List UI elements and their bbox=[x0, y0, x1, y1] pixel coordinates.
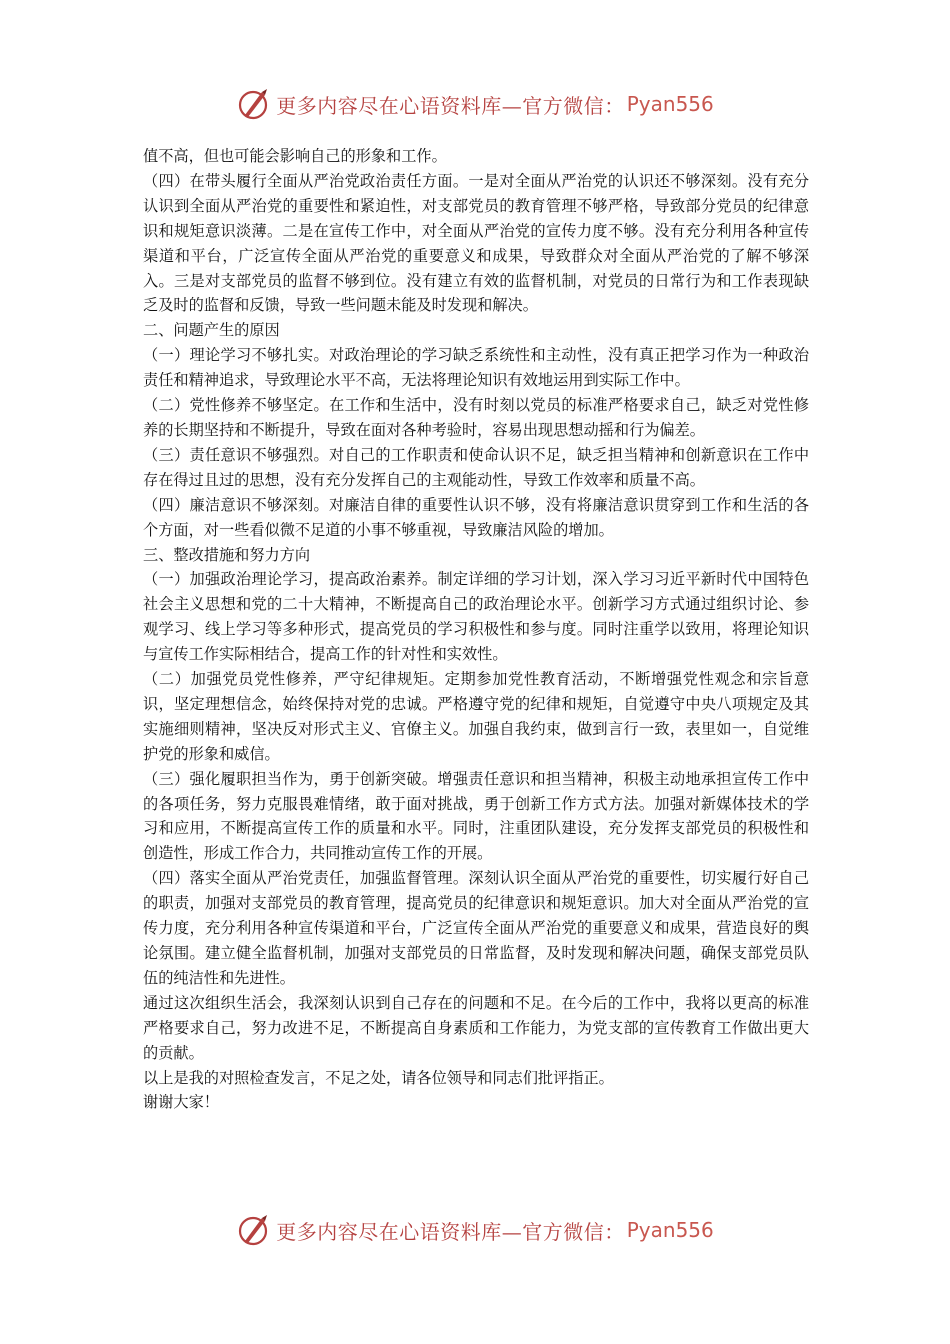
paragraph: （二）加强党员党性修养，严守纪律规矩。定期参加党性教育活动，不断增强党性观念和宗旨意识，坚定理想信念，始终保持对党的忠诚。严格遵守党的纪律和规矩，自觉遵守中央八项规定及其实施细则精神，坚决反对形式主义、官僚主义。加强自我约束，做到言行一致，表里如一，自觉维护党的形象和威信。 bbox=[143, 670, 809, 763]
paragraph: 值不高，但也可能会影响自己的形象和工作。 bbox=[143, 147, 447, 165]
paragraph: （四）在带头履行全面从严治党政治责任方面。一是对全面从严治党的认识还不够深刻。没有充分认识到全面从严治党的重要性和紧迫性，对支部党员的教育管理不够严格，导致部分党员的纪律意识和规矩意识淡薄。二是在宣传工作中，对全面从严治党的宣传力度不够。没有充分利用各种宣传渠道和平台，广泛宣传全面从严治党的重要意义和成果，导致群众对全面从严治党的了解不够深入。三是对支部党员的监督不够到位。没有建立有效的监督机制，对党员的日常行为和工作表现缺乏及时的监督和反馈，导致一些问题未能及时发现和解决。 bbox=[143, 171, 809, 315]
paragraph: （四）落实全面从严治党责任，加强监督管理。深刻认识全面从严治党的重要性，切实履行好自己的职责，加强对支部党员的教育管理，提高党员的纪律意识和规矩意识。加大对全面从严治党的宣传力度，充分利用各种宣传渠道和平台，广泛宣传全面从严治党的重要意义和成果，营造良好的舆论氛围。建立健全监督机制，加强对支部党员的日常监督，及时发现和解决问题，确保支部党员队伍的纯洁性和先进性。 bbox=[143, 869, 809, 987]
document-body bbox=[143, 144, 809, 1115]
section-heading: 二、问题产生的原因 bbox=[143, 321, 280, 340]
paragraph: （三）强化履职担当作为，勇于创新突破。增强责任意识和担当精神，积极主动地承担宣传工作中的各项任务，努力克服畏难情绪，敢于面对挑战，勇于创新工作方式方法。加强对新媒体技术的学习和应用，不断提高宣传工作的质量和水平。同时，注重团队建设，充分发挥支部党员的积极性和创造性，形成工作合力，共同推动宣传工作的开展。 bbox=[143, 769, 809, 863]
watermark-banner-top bbox=[0, 82, 950, 126]
watermark-wechat-id: Pyan556 bbox=[626, 92, 714, 116]
closing-line: 谢谢大家！ bbox=[143, 1093, 219, 1112]
watermark-wechat-id: Pyan556 bbox=[626, 1218, 714, 1242]
quill-logo-icon bbox=[236, 86, 272, 122]
paragraph: 通过这次组织生活会，我深刻认识到自己存在的问题和不足。在今后的工作中，我将以更高的标准严格要求自己，努力改进不足，不断提高自身素质和工作能力，为党支部的宣传教育工作做出更大的贡献。 bbox=[143, 993, 809, 1062]
paragraph: （三）责任意识不够强烈。对自己的工作职责和使命认识不足，缺乏担当精神和创新意识在工作中存在得过且过的思想，没有充分发挥自己的主观能动性，导致工作效率和质量不高。 bbox=[143, 445, 809, 489]
section-heading: 三、整改措施和努力方向 bbox=[143, 545, 311, 564]
paragraph: （二）党性修养不够坚定。在工作和生活中，没有时刻以党员的标准严格要求自己，缺乏对党性修养的长期坚持和不断提升，导致在面对各种考验时，容易出现思想动摇和行为偏差。 bbox=[143, 396, 809, 439]
paragraph: 以上是我的对照检查发言，不足之处，请各位领导和同志们批评指正。 bbox=[143, 1068, 614, 1087]
watermark-banner-bottom bbox=[0, 1208, 950, 1252]
paragraph: （一）加强政治理论学习，提高政治素养。制定详细的学习计划，深入学习习近平新时代中国特色社会主义思想和党的二十大精神，不断提高自己的政治理论水平。创新学习方式通过组织讨论、参观学习、线上学习等多种形式，提高党员的学习积极性和参与度。同时注重学以致用，将理论知识与宣传工作实际相结合，提高工作的针对性和实效性。 bbox=[143, 570, 809, 664]
paragraph: （一）理论学习不够扎实。对政治理论的学习缺乏系统性和主动性，没有真正把学习作为一种政治责任和精神追求，导致理论水平不高，无法将理论知识有效地运用到实际工作中。 bbox=[143, 346, 809, 390]
watermark-text: 更多内容尽在心语资料库—官方微信： bbox=[276, 93, 625, 118]
quill-logo-icon bbox=[236, 1212, 272, 1248]
watermark-text: 更多内容尽在心语资料库—官方微信： bbox=[276, 1219, 625, 1244]
paragraph: （四）廉洁意识不够深刻。对廉洁自律的重要性认识不够，没有将廉洁意识贯穿到工作和生活的各个方面，对一些看似微不足道的小事不够重视，导致廉洁风险的增加。 bbox=[143, 495, 809, 539]
